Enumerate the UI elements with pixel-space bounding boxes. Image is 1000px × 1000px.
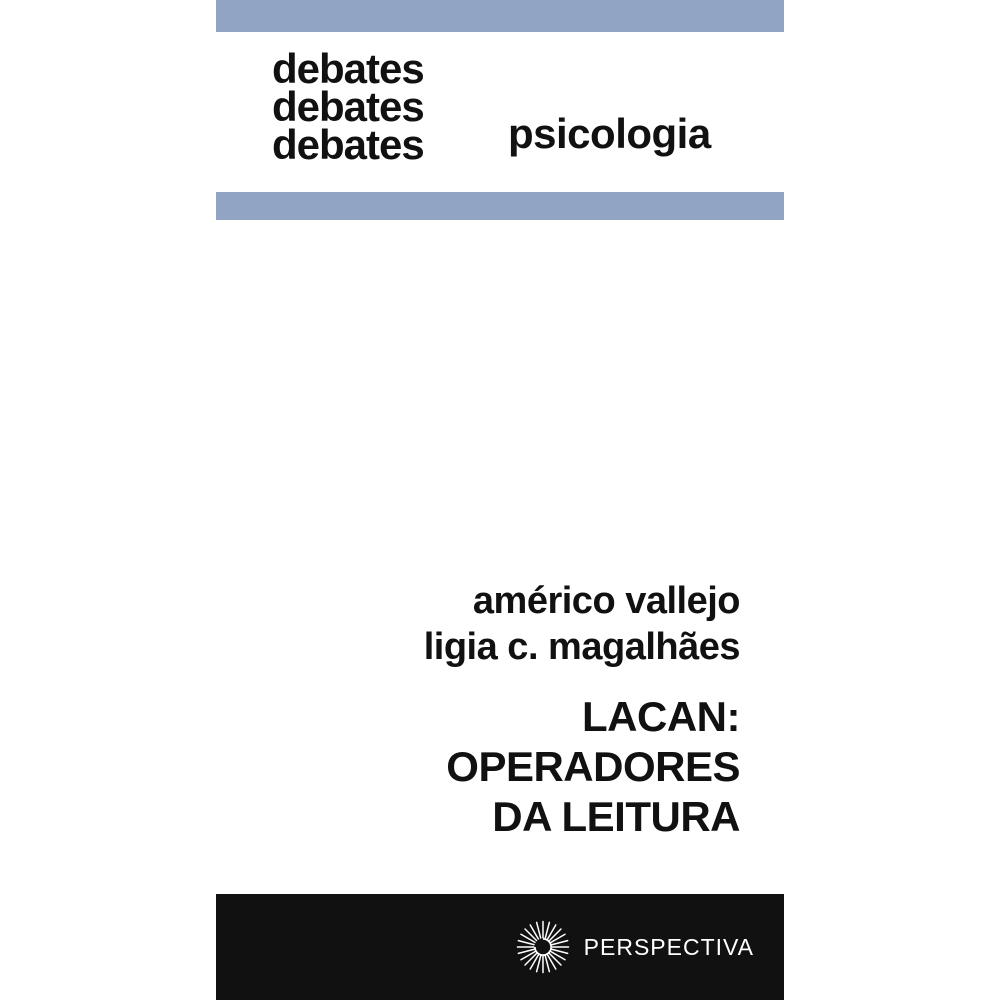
title-line-2: OPERADORES [446,743,740,790]
footer-bar [216,894,784,1000]
middle-color-band [216,192,784,220]
series-word-2: debates [272,83,424,130]
author-names [216,578,740,670]
sunburst-spiral-icon [514,918,572,976]
author-line-2: ligia c. magalhães [423,626,740,668]
book-title [216,692,740,842]
publisher-name: PERSPECTIVA [583,933,754,960]
series-word-1: debates [272,45,424,92]
top-color-band [216,0,784,32]
series-subject: psicologia [508,110,711,157]
series-word-3: debates [272,121,424,168]
book-cover-panel [216,0,784,1000]
publisher-block [514,894,754,1000]
title-line-1: LACAN: [582,693,740,740]
title-line-3: DA LEITURA [492,793,740,840]
author-line-1: américo vallejo [472,580,740,622]
